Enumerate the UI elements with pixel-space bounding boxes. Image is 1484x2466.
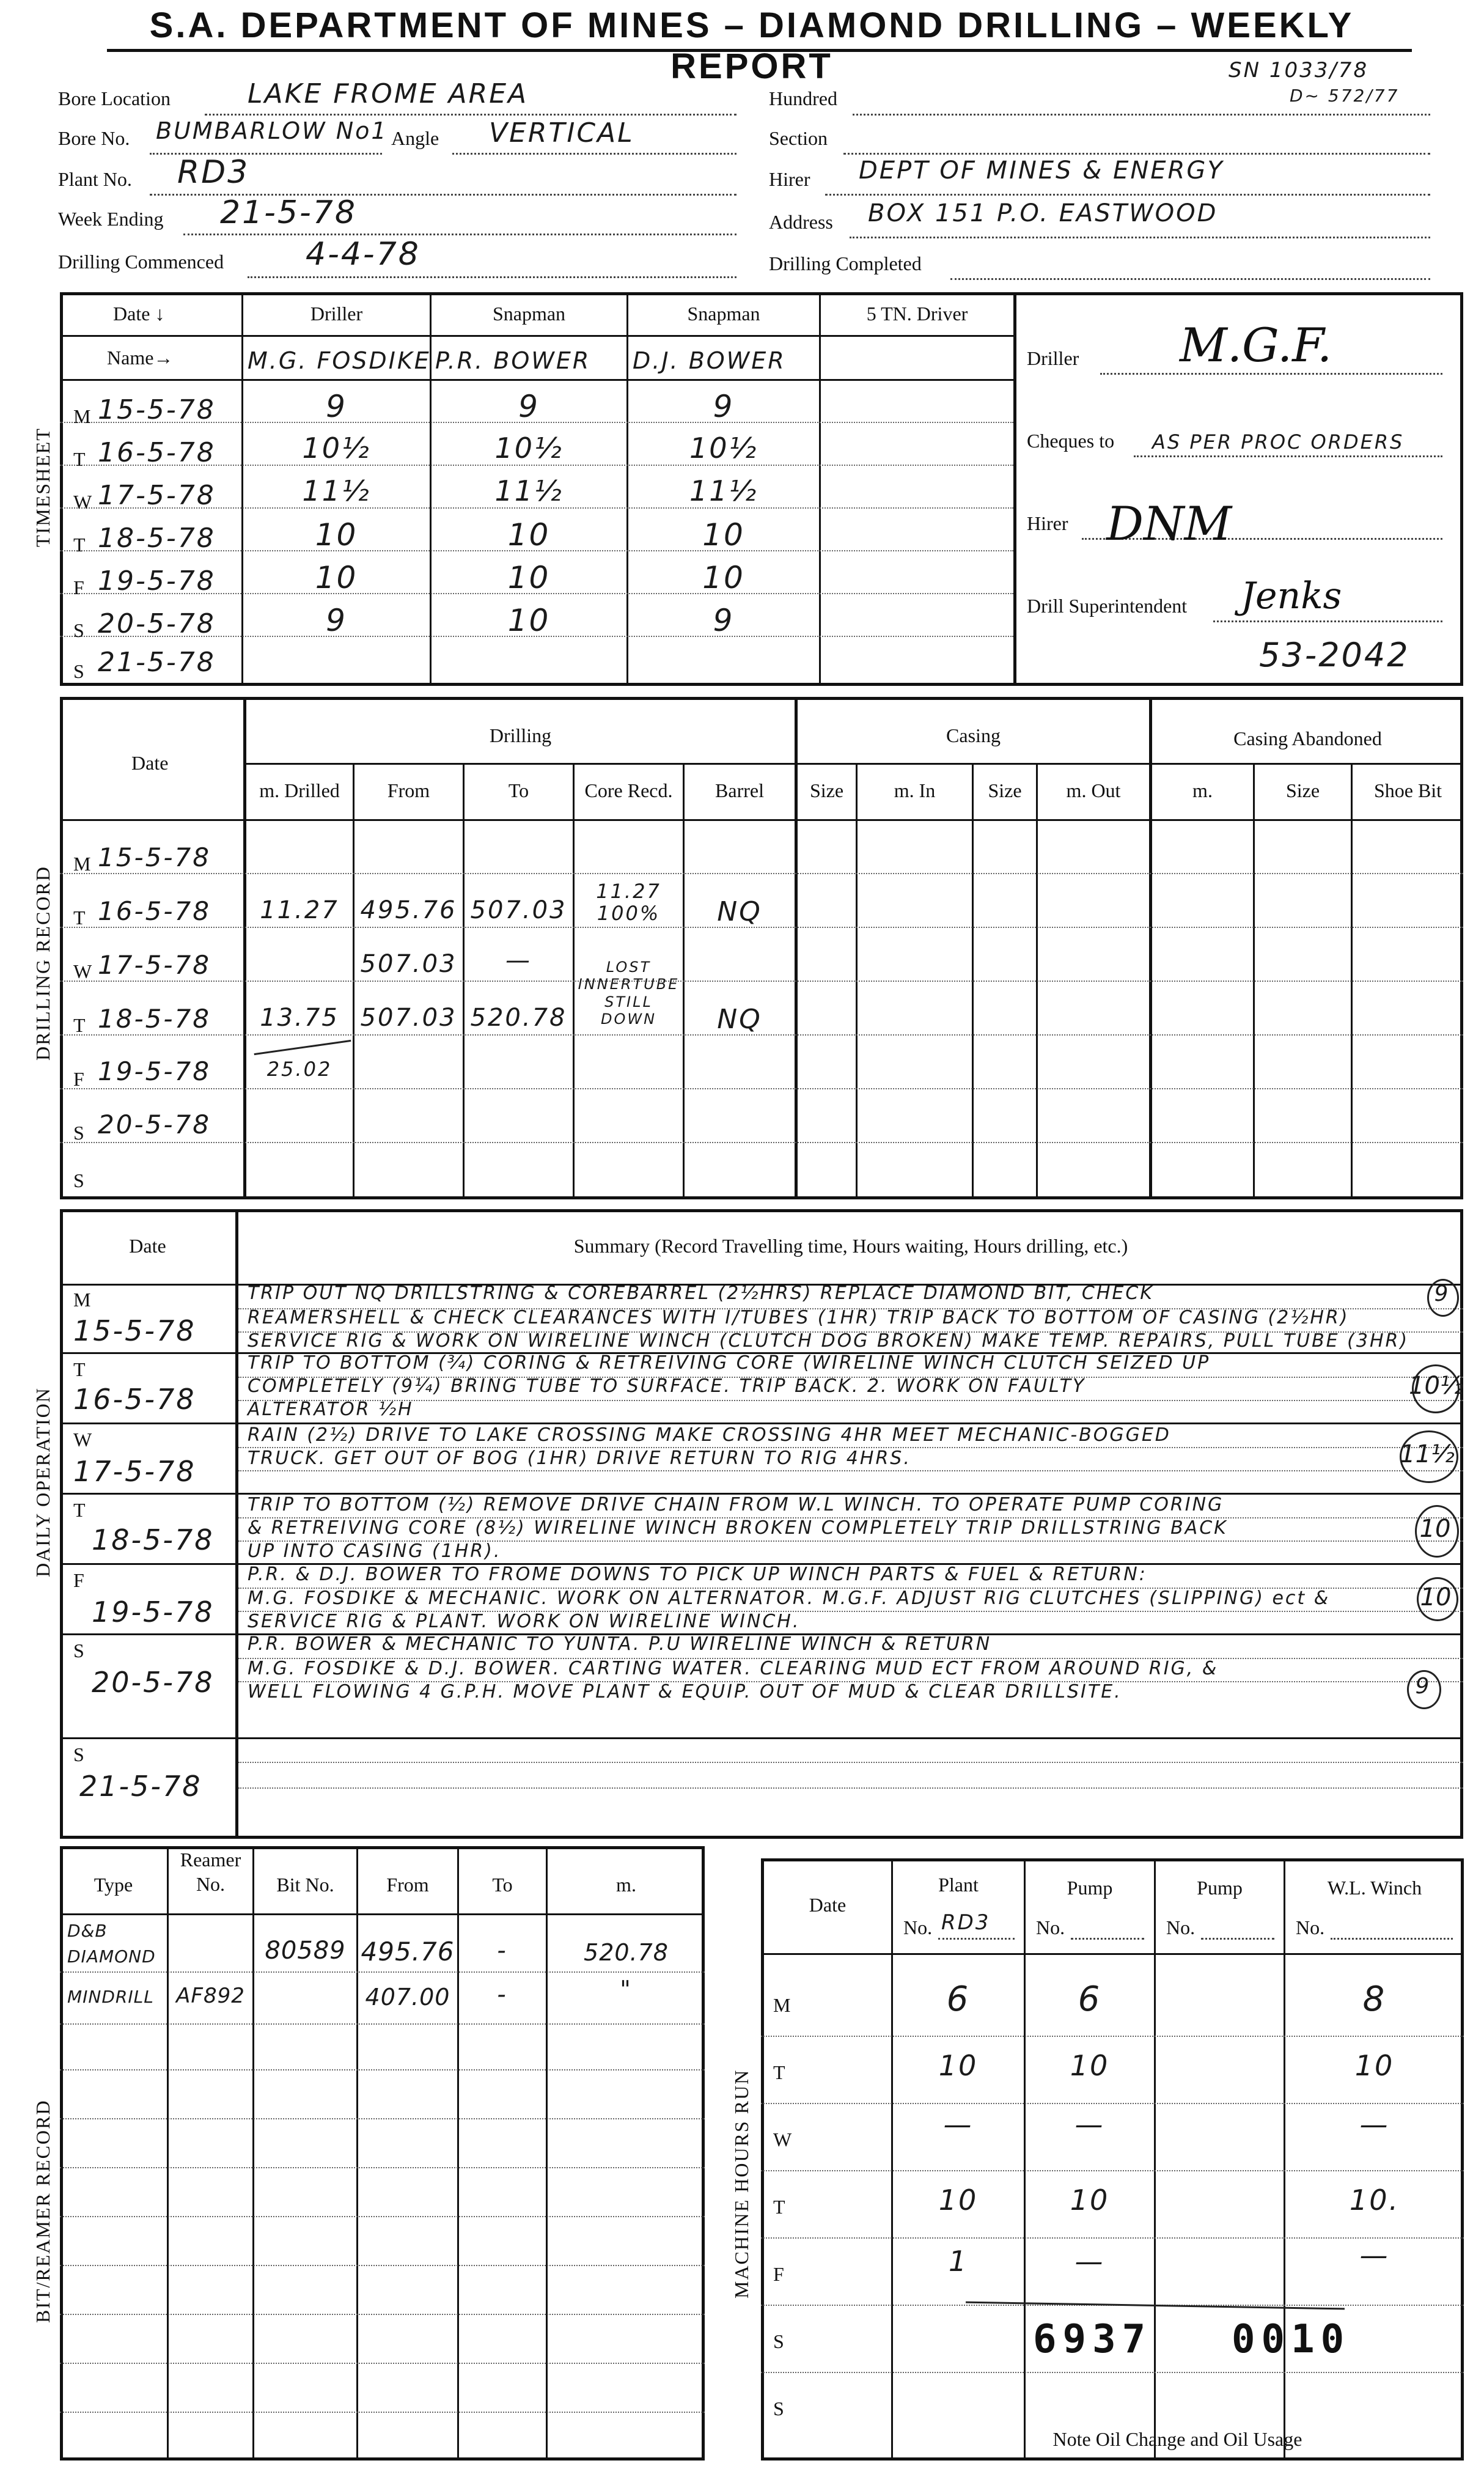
bit-col-line	[167, 1846, 169, 2460]
ts-name-driller: M.G. FOSDIKE	[248, 347, 431, 374]
driller-signature: M.G.F.	[1180, 318, 1332, 372]
ts-hours: 10	[315, 517, 358, 553]
mh-stamp-plant: 6937	[1033, 2317, 1152, 2362]
drilling-commenced-line	[248, 276, 736, 278]
bit-type: MINDRILL	[67, 1987, 154, 2007]
dr-date: 15-5-78	[98, 842, 211, 872]
dr-row-line	[60, 819, 1463, 821]
address-value: BOX 151 P.O. EASTWOOD	[868, 199, 1218, 227]
daily-line: & RETREIVING CORE (8½) WIRELINE WINCH BROKEN COMPLETELY TRIP DRILLSTRING BACK	[248, 1517, 1228, 1539]
ts-hours: 10	[315, 560, 358, 595]
bit-dotted-line	[60, 1971, 705, 1973]
daily-line: REAMERSHELL & CHECK CLEARANCES WITH I/TUBES (1HR) TRIP BACK TO BOTTOM OF CASING (2½HR)	[248, 1307, 1350, 1328]
angle-line	[452, 153, 736, 155]
mh-col-line	[1284, 1858, 1285, 2460]
ts-driller-label: Driller	[1027, 347, 1079, 369]
dr-day: S	[73, 1122, 84, 1144]
dr-row-line	[243, 763, 1463, 765]
dr-drilled: 11.27	[260, 896, 339, 924]
ts-day: M	[73, 405, 91, 427]
bit-dotted-line	[60, 2314, 705, 2315]
plant-no-label: Plant No.	[58, 168, 132, 190]
mh-col-line	[891, 1858, 893, 2460]
mh-row-line	[761, 1953, 1464, 1955]
daily-line: RAIN (2½) DRIVE TO LAKE CROSSING MAKE CROSSING 4HR MEET MECHANIC-BOGGED	[248, 1424, 1171, 1446]
bit-dotted-line	[60, 2363, 705, 2364]
mh-col-line	[1024, 1858, 1026, 2460]
mh-stamp-pump: 0010	[1232, 2317, 1351, 2362]
dr-col: Size	[809, 779, 844, 801]
ts-date: 20-5-78	[98, 608, 216, 639]
dr-col: m. Drilled	[259, 779, 340, 801]
bit-to: -	[497, 1937, 508, 1965]
daily-line: SERVICE RIG & WORK ON WIRELINE WINCH (CLUTCH DOG BROKEN) MAKE TEMP. REPAIRS, PULL TUBE (3HR)	[248, 1330, 1409, 1352]
daily-hours: 9	[1415, 1674, 1430, 1699]
mh-value: 10.	[1349, 2184, 1400, 2217]
mh-value: 10	[938, 2184, 979, 2217]
mh-col: Pump	[1067, 1877, 1113, 1899]
bit-col: From	[386, 1874, 429, 1896]
mh-dotted-line	[761, 2036, 1464, 2037]
ts-col-name: Name→	[107, 347, 174, 369]
dr-col-date: Date	[131, 752, 169, 774]
ts-day: F	[73, 576, 84, 598]
drilling-commenced-value: 4-4-78	[306, 236, 421, 273]
mh-dotted-line	[761, 2170, 1464, 2171]
ts-hours: 10	[702, 560, 745, 595]
dr-day: T	[73, 907, 86, 929]
daily-day: W	[73, 1429, 92, 1451]
mh-value: —	[1359, 2239, 1390, 2272]
ts-col-driller: Driller	[310, 303, 363, 325]
section-line	[843, 153, 1430, 155]
dr-group-abandoned: Casing Abandoned	[1233, 727, 1382, 749]
week-ending-value: 21-5-78	[220, 194, 357, 231]
ts-hours: 9	[326, 603, 347, 638]
ts-day: W	[73, 491, 92, 513]
bit-dotted-line	[60, 2023, 705, 2025]
daily-line: COMPLETELY (9¼) BRING TUBE TO SURFACE. TRIP BACK. 2. WORK ON FAULTY	[248, 1375, 1086, 1397]
daily-date: 16-5-78	[73, 1383, 196, 1416]
ts-driller-line	[1100, 373, 1442, 375]
bit-m: 520.78	[584, 1939, 669, 1966]
daily-line: ALTERATOR ½H	[248, 1399, 414, 1420]
mh-day: S	[773, 2398, 784, 2420]
mh-no-label: No.	[1296, 1916, 1325, 1938]
daily-hours: 11½	[1400, 1440, 1455, 1468]
ts-date: 16-5-78	[98, 437, 216, 468]
week-ending-line	[183, 234, 736, 235]
dr-col: m.	[1192, 779, 1213, 801]
hirer-signature: DNM	[1106, 496, 1232, 551]
ts-date: 21-5-78	[98, 647, 216, 678]
ts-superintendent-line	[1213, 620, 1442, 622]
mh-value: 6	[1078, 1979, 1102, 2019]
mh-no-label: No.	[903, 1916, 933, 1938]
dr-barrel: NQ	[717, 896, 762, 927]
hirer-value: DEPT OF MINES & ENERGY	[859, 156, 1224, 185]
dr-group-drilling: Drilling	[489, 724, 552, 746]
dr-dotted-line	[60, 1142, 1463, 1143]
ts-hours: 10	[507, 517, 551, 553]
dr-core: LOST INNERTUBE	[578, 959, 680, 993]
hirer-line	[825, 194, 1430, 196]
mh-day: T	[773, 2196, 785, 2218]
bore-location-value: LAKE FROME AREA	[248, 78, 529, 109]
mh-day: T	[773, 2061, 785, 2083]
bit-col-line	[546, 1846, 548, 2460]
week-ending-label: Week Ending	[58, 208, 164, 230]
ts-hours: 10	[507, 603, 551, 638]
ts-date: 18-5-78	[98, 523, 216, 554]
dr-drilled: 25.02	[266, 1058, 332, 1081]
ts-hirer-label: Hirer	[1027, 512, 1068, 534]
daily-dotted-line	[238, 1762, 1463, 1763]
bore-location-line	[205, 114, 736, 116]
ts-col-line	[819, 292, 821, 686]
plant-no-value: RD3	[177, 154, 250, 191]
dr-date: 20-5-78	[98, 1110, 211, 1139]
dr-col-line	[243, 697, 246, 1199]
ts-hours: 10½	[302, 432, 371, 465]
ts-name-snapman-2: D.J. BOWER	[633, 347, 786, 374]
dr-date: 18-5-78	[98, 1004, 211, 1034]
mh-col: Pump	[1197, 1877, 1243, 1899]
daily-line: TRIP TO BOTTOM (¾) CORING & RETREIVING CORE (WIRELINE WINCH CLUTCH SEIZED UP	[248, 1352, 1211, 1374]
daily-row-line	[60, 1737, 1463, 1739]
bit-col: Reamer No.	[180, 1849, 241, 1895]
dr-date: 16-5-78	[98, 896, 211, 926]
dr-day: F	[73, 1068, 84, 1090]
ts-day: T	[73, 448, 86, 470]
bit-col: m.	[616, 1874, 636, 1896]
bit-col: To	[492, 1874, 513, 1896]
hundred-line	[853, 114, 1430, 116]
bit-dotted-line	[60, 2412, 705, 2413]
ts-date: 19-5-78	[98, 565, 216, 597]
dr-col: Size	[1285, 779, 1320, 801]
daily-day: T	[73, 1499, 86, 1521]
mh-dotted-line	[761, 2103, 1464, 2104]
dr-date: 17-5-78	[98, 950, 211, 980]
dr-from: 507.03	[360, 1004, 457, 1032]
dr-date: 19-5-78	[98, 1056, 211, 1086]
ts-hours: 9	[518, 389, 540, 424]
ts-cheques-line	[1134, 455, 1442, 457]
dr-col: Size	[988, 779, 1022, 801]
dr-col: m. In	[894, 779, 936, 801]
machine-box	[761, 1858, 1464, 2460]
dr-col-line	[1149, 697, 1152, 1199]
bore-no-value: BUMBARLOW No1	[156, 117, 388, 144]
dr-to: 520.78	[470, 1004, 567, 1032]
hundred-label: Hundred	[769, 87, 837, 109]
bit-side-label: BIT/REAMER RECORD	[32, 2099, 54, 2323]
drilling-commenced-label: Drilling Commenced	[58, 251, 224, 273]
bit-dotted-line	[60, 2265, 705, 2266]
dr-dotted-line	[60, 1088, 1463, 1089]
dr-from: 495.76	[360, 896, 457, 924]
mh-col: W.L. Winch	[1327, 1877, 1422, 1899]
ts-col-snapman-2: Snapman	[687, 303, 760, 325]
dr-to: 507.03	[470, 896, 567, 924]
daily-line: UP INTO CASING (1HR).	[248, 1540, 502, 1562]
ts-hours: 9	[713, 389, 735, 424]
daily-day: S	[73, 1743, 84, 1765]
mh-value: 6	[946, 1979, 971, 2019]
mh-col: Plant	[938, 1874, 979, 1896]
ts-date: 17-5-78	[98, 480, 216, 511]
ts-hours: 10	[702, 517, 745, 553]
bit-to: -	[497, 1981, 508, 2009]
mh-value: —	[1074, 2108, 1105, 2141]
angle-value: VERTICAL	[489, 117, 634, 149]
dr-from: 507.03	[360, 950, 457, 978]
mh-value: —	[1074, 2245, 1105, 2278]
timesheet-side-label: TIMESHEET	[32, 427, 54, 547]
dr-col: Shoe Bit	[1373, 779, 1442, 801]
ts-hours: 11½	[689, 474, 759, 507]
mh-day: W	[773, 2129, 792, 2151]
ts-name-snapman-1: P.R. BOWER	[435, 347, 591, 374]
bit-dotted-line	[60, 2167, 705, 2168]
bit-dotted-line	[60, 2216, 705, 2217]
daily-day: F	[73, 1569, 84, 1591]
ts-cheques-label: Cheques to	[1027, 430, 1115, 452]
dr-col: Core Recd.	[584, 779, 673, 801]
dr-group-casing: Casing	[946, 724, 1001, 746]
daily-line: TRIP OUT NQ DRILLSTRING & COREBARREL (2½HRS) REPLACE DIAMOND BIT, CHECK	[248, 1283, 1154, 1304]
address-label: Address	[769, 211, 833, 233]
daily-line: SERVICE RIG & PLANT. WORK ON WIRELINE WINCH.	[248, 1611, 801, 1632]
dr-dotted-line	[60, 873, 1463, 874]
dr-col: From	[387, 779, 430, 801]
bit-dotted-line	[60, 2069, 705, 2070]
daily-side-label: DAILY OPERATION	[32, 1387, 54, 1577]
ts-hours: 10	[507, 560, 551, 595]
bit-no: 80589	[265, 1937, 346, 1965]
mh-value: 8	[1362, 1979, 1387, 2019]
ts-hours: 10½	[494, 432, 564, 465]
mh-value: 10	[1354, 2049, 1395, 2082]
mh-no-label: No.	[1036, 1916, 1065, 1938]
bit-type: D&B DIAMOND	[67, 1921, 156, 1967]
dr-barrel: NQ	[717, 1004, 762, 1035]
drilling-side-label: DRILLING RECORD	[32, 866, 54, 1061]
daily-dotted-line	[238, 1787, 1463, 1789]
dr-col: To	[508, 779, 529, 801]
mh-no-line	[1201, 1938, 1274, 1940]
mh-col-line	[1154, 1858, 1156, 2460]
dr-core: STILL DOWN	[600, 993, 657, 1028]
daily-line: M.G. FOSDIKE & MECHANIC. WORK ON ALTERNATOR. M.G.F. ADJUST RIG CLUTCHES (SLIPPING) ect &	[248, 1588, 1331, 1609]
ts-superintendent-value: 53-2042	[1259, 636, 1410, 674]
bit-col: Type	[94, 1874, 133, 1896]
daily-hours: 10	[1420, 1583, 1452, 1611]
drilling-completed-line	[950, 278, 1430, 280]
mh-value: —	[943, 2108, 974, 2141]
mh-day: F	[773, 2263, 784, 2285]
hirer-label: Hirer	[769, 168, 810, 190]
mh-day: M	[773, 1994, 791, 2016]
serial-number-2: D~ 572/77	[1290, 86, 1400, 106]
daily-date: 17-5-78	[73, 1455, 196, 1488]
mh-value: 10	[938, 2049, 979, 2082]
address-line	[850, 237, 1430, 238]
dr-day: M	[73, 853, 91, 875]
drilling-completed-label: Drilling Completed	[769, 252, 922, 274]
ts-superintendent-label: Drill Superintendent	[1027, 595, 1188, 617]
daily-col-date: Date	[129, 1235, 166, 1257]
ts-col-snapman-1: Snapman	[492, 303, 566, 325]
ts-day: S	[73, 619, 84, 641]
daily-col-summary: Summary (Record Travelling time, Hours waiting, Hours drilling, etc.)	[573, 1235, 1128, 1257]
ts-day: S	[73, 660, 84, 682]
mh-plant-no: RD3	[941, 1910, 991, 1935]
mh-dotted-line	[761, 2372, 1464, 2373]
mh-no-line	[938, 1938, 1015, 1940]
ts-date: 15-5-78	[98, 394, 216, 425]
bit-reamer: AF892	[176, 1984, 245, 2008]
daily-line: WELL FLOWING 4 G.P.H. MOVE PLANT & EQUIP. OUT OF MUD & CLEAR DRILLSITE.	[248, 1681, 1122, 1702]
daily-line: TRUCK. GET OUT OF BOG (1HR) DRIVE RETURN TO RIG 4HRS.	[248, 1448, 911, 1469]
ts-hours: 9	[713, 603, 735, 638]
mh-day: S	[773, 2330, 784, 2352]
bit-from: 495.76	[361, 1937, 455, 1967]
ts-day: T	[73, 534, 86, 556]
machine-side-label: MACHINE HOURS RUN	[730, 2069, 752, 2299]
mh-value: 1	[948, 2245, 969, 2278]
superintendent-signature: Jenks	[1241, 575, 1342, 617]
bore-no-label: Bore No.	[58, 127, 130, 149]
daily-day: S	[73, 1640, 84, 1662]
ts-hours: 9	[326, 389, 347, 424]
bit-dotted-line	[60, 2118, 705, 2119]
daily-date: 21-5-78	[79, 1770, 202, 1803]
daily-dotted-line	[238, 1470, 1463, 1471]
dr-day: S	[73, 1169, 84, 1191]
daily-hours: 9	[1434, 1281, 1449, 1306]
bore-location-label: Bore Location	[58, 87, 171, 109]
mh-footer-note: Note Oil Change and Oil Usage	[1052, 2428, 1302, 2450]
daily-date: 15-5-78	[73, 1314, 196, 1347]
section-label: Section	[769, 127, 828, 149]
dr-drilled: 13.75	[260, 1004, 339, 1032]
daily-line: M.G. FOSDIKE & D.J. BOWER. CARTING WATER. CLEARING MUD ECT FROM AROUND RIG, &	[248, 1658, 1219, 1679]
dr-to: —	[505, 946, 532, 974]
ts-hours: 11½	[302, 474, 371, 507]
dr-col: Barrel	[715, 779, 764, 801]
daily-hours: 10½	[1409, 1372, 1464, 1400]
daily-dotted-line	[238, 1400, 1463, 1401]
ts-cheques-value: AS PER PROC ORDERS	[1152, 430, 1405, 454]
dr-col: m. Out	[1066, 779, 1121, 801]
timesheet-divider	[1013, 292, 1016, 686]
dr-dotted-line	[60, 981, 1463, 982]
ts-hours: 11½	[494, 474, 564, 507]
mh-value: 10	[1070, 2049, 1110, 2082]
mh-no-line	[1071, 1938, 1144, 1940]
mh-no-line	[1331, 1938, 1453, 1940]
daily-day: M	[73, 1289, 91, 1311]
bit-from: 407.00	[365, 1984, 450, 2011]
title-underline	[107, 49, 1412, 52]
bit-col: Bit No.	[276, 1874, 334, 1896]
page-title: S.A. DEPARTMENT OF MINES – DIAMOND DRILLING – WEEKLY REPORT	[149, 6, 1354, 86]
mh-no-label: No.	[1166, 1916, 1196, 1938]
daily-hours: 10	[1419, 1515, 1451, 1543]
serial-number: SN 1033/78	[1229, 58, 1369, 83]
daily-line: P.R. & D.J. BOWER TO FROME DOWNS TO PICK UP WINCH PARTS & FUEL & RETURN:	[248, 1564, 1147, 1585]
daily-divider	[235, 1209, 238, 1839]
ts-row-line	[60, 335, 1013, 337]
ts-col-driver: 5 TN. Driver	[866, 303, 968, 325]
dr-day: W	[73, 960, 92, 982]
daily-date: 19-5-78	[92, 1596, 215, 1629]
ts-col-date: Date ↓	[113, 303, 165, 325]
daily-day: T	[73, 1358, 86, 1380]
mh-col-date: Date	[809, 1894, 847, 1916]
bit-row-line	[60, 1913, 705, 1915]
dr-day: T	[73, 1014, 86, 1036]
mh-value: 10	[1070, 2184, 1110, 2217]
dr-col-line	[795, 697, 798, 1199]
angle-label: Angle	[391, 127, 439, 149]
ts-row-line	[60, 379, 1013, 381]
dr-core: 11.27 100%	[596, 880, 661, 925]
ts-hours: 10½	[689, 432, 759, 465]
daily-date: 18-5-78	[92, 1523, 215, 1556]
mh-value: —	[1359, 2108, 1390, 2141]
daily-line: TRIP TO BOTTOM (½) REMOVE DRIVE CHAIN FROM W.L WINCH. TO OPERATE PUMP CORING	[248, 1494, 1224, 1515]
daily-date: 20-5-78	[92, 1666, 215, 1699]
daily-line: P.R. BOWER & MECHANIC TO YUNTA. P.U WIRELINE WINCH & RETURN	[248, 1633, 992, 1655]
bit-m: "	[620, 1976, 633, 2003]
